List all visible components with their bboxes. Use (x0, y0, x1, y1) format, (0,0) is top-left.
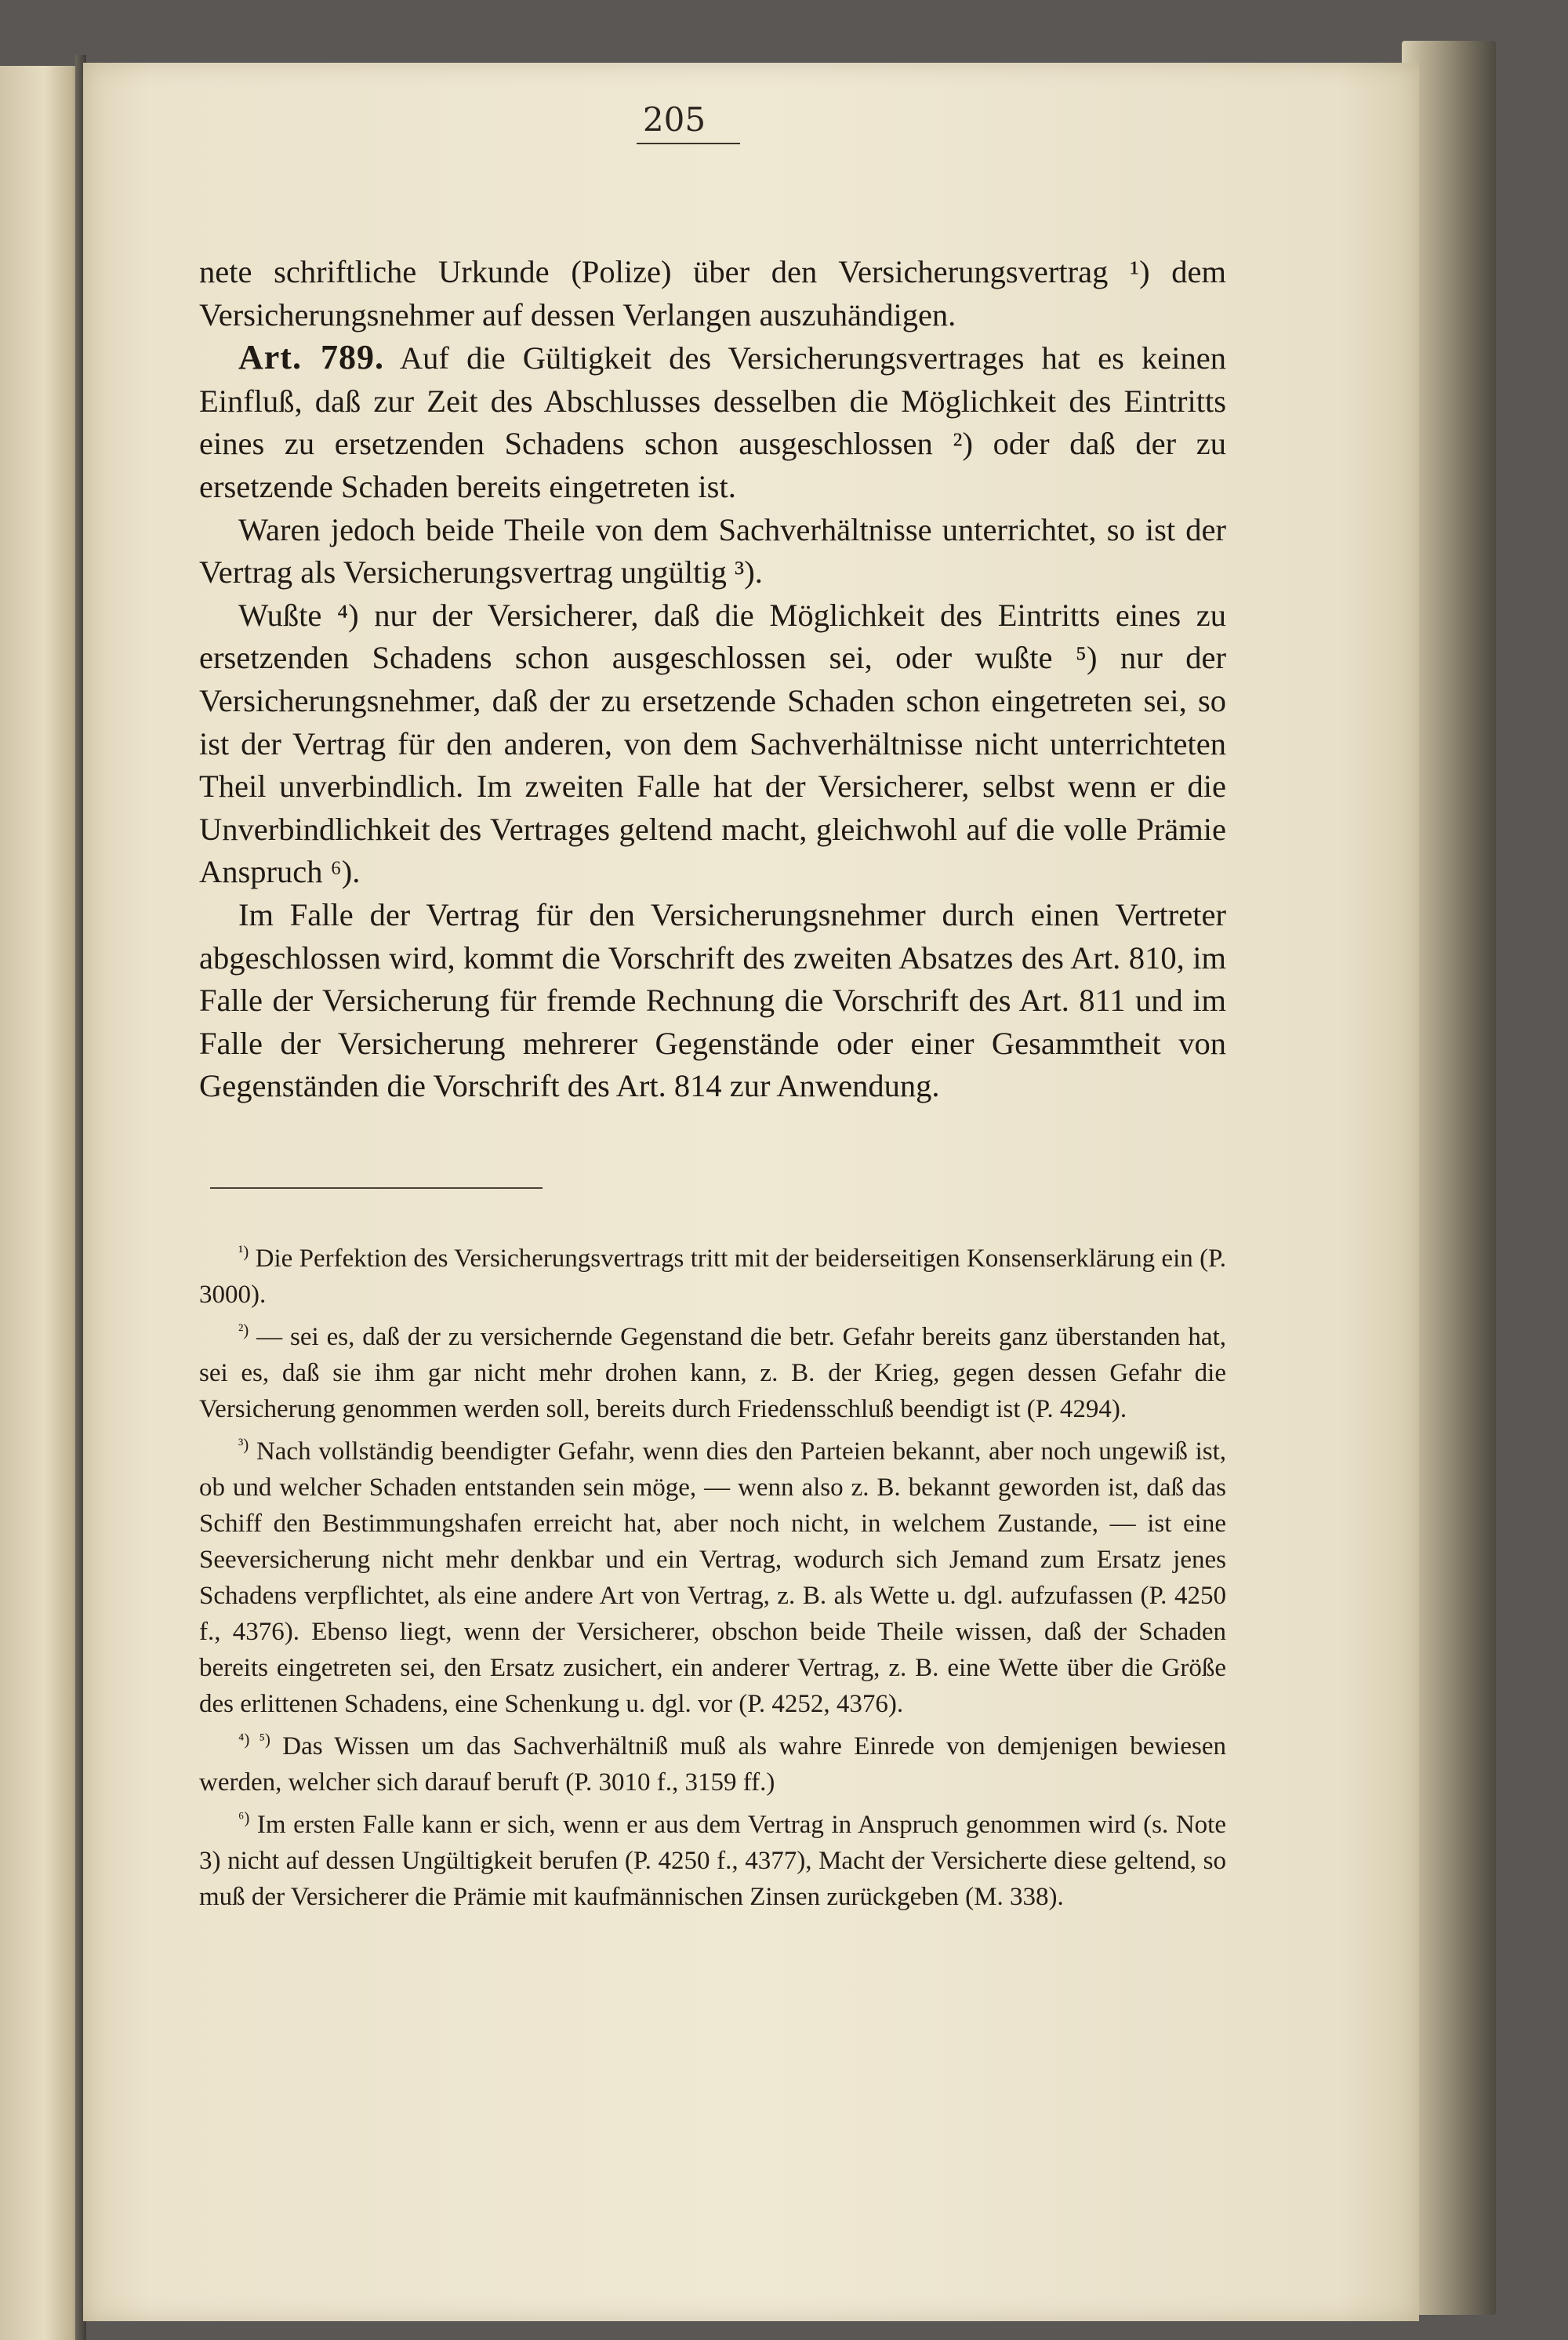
footnote (199, 1241, 1226, 1313)
article-paragraph (199, 336, 1226, 508)
footnote-text: Im ersten Falle kann er sich, wenn er aus dem Vertrag in Anspruch genommen wird (s. Note 3) nicht auf dessen Ungültigkeit berufen (P. 4250 f., 4377), Macht der Versicherte diese geltend, so muß der Versicherer die Prämie mit kaufmännischen Zinsen zurückgeben (M. 338). (199, 1811, 1226, 1911)
footnote-text: — sei es, daß der zu versichernde Gegenstand die betr. Gefahr bereits ganz überstanden hat, sei es, daß sie ihm gar nicht mehr drohen kann, z. B. der Krieg, gegen dessen Gefahr die Versicherung genommen werden soll, bereits durch Friedensschluß beendigt ist (P. 4294). (199, 1323, 1226, 1423)
footnote-mark: ⁴) ⁵) (238, 1730, 270, 1749)
paragraph: Wußte ⁴) nur der Versicherer, daß die Möglichkeit des Eintritts eines zu ersetzenden Schadens schon ausgeschlossen sei, oder wußte ⁵) nur der Versicherungsnehmer, daß der zu ersetzende Schaden schon eingetreten sei, so ist der Vertrag für den anderen, von dem Sachverhältnisse nicht unterrichteten Theil unverbindlich. Im zweiten Falle hat der Versicherer, selbst wenn er die Unverbindlichkeit des Vertrages geltend macht, gleichwohl auf die volle Prämie Anspruch ⁶). (199, 597, 1226, 890)
article-heading: Art. 789. (238, 338, 384, 377)
footnote-text: Die Perfektion des Versicherungsvertrags tritt mit der beiderseitigen Konsenserklärung ein (P. 3000). (199, 1244, 1227, 1309)
footnote (199, 1807, 1226, 1915)
facing-page-edge (0, 66, 82, 2340)
paragraph: Im Falle der Vertrag für den Versicherungsnehmer durch einen Vertreter abgeschlossen wird, kommt die Vorschrift des zweiten Absatzes des Art. 810, im Falle der Versicherung für fremde Rechnung die Vorschrift des Art. 811 und im Falle der Versicherung mehrerer Gegenstände oder einer Gesammtheit von Gegenständen die Vorschrift des Art. 814 zur Anwendung. (199, 896, 1226, 1104)
footnote-text: Nach vollständig beendigter Gefahr, wenn dies den Parteien bekannt, aber noch ungewiß ist, ob und welcher Schaden entstanden sein möge, — wenn also z. B. bekannt geworden ist, daß das Schiff den Bestimmungshafen erreicht hat, aber noch nicht, in welchem Zustande, — ist eine Seeversicherung nicht mehr denkbar und ein Vertrag, wodurch sich Jemand zum Ersatz jenes Schadens verpflichtet, als eine andere Art von Vertrag, z. B. als Wette u. dgl. aufzufassen (P. 4250 f., 4376). Ebenso liegt, wenn der Versicherer, obschon beide Theile wissen, daß der Schaden bereits eingetreten sei, den Ersatz zusichert, ein anderer Vertrag, z. B. eine Wette über die Größe des erlittenen Schadens, eine Schenkung u. dgl. vor (P. 4252, 4376). (199, 1437, 1226, 1718)
article-text: Auf die Gültigkeit des Versicherungsvertrages hat es keinen Einfluß, daß zur Zeit des Abschlusses desselben die Möglichkeit des Eintritts eines zu ersetzenden Schadens schon ausgeschlossen ²) oder daß der zu ersetzende Schaden bereits eingetreten ist. (199, 340, 1226, 504)
footnote (199, 1319, 1226, 1427)
main-text (199, 251, 1226, 1108)
footnotes (199, 1241, 1226, 1921)
footnote-mark: ³) (238, 1435, 249, 1454)
footnote-mark: ⁶) (238, 1808, 250, 1827)
paragraph: Waren jedoch beide Theile von dem Sachverhältnisse unterrichtet, so ist der Vertrag als Versicherungsvertrag ungültig ³). (199, 511, 1226, 590)
footnote-mark: ¹) (238, 1242, 249, 1261)
page-number: 205 (642, 100, 706, 139)
footnote (199, 1433, 1226, 1722)
footnote-text: Das Wissen um das Sachverhältniß muß als wahre Einrede von demjenigen bewiesen werden, welcher sich darauf beruft (P. 3010 f., 3159 ff.) (199, 1732, 1226, 1797)
footnote-mark: ²) (238, 1321, 249, 1339)
footnote-separator (210, 1187, 543, 1189)
paragraph-continuation: nete schriftliche Urkunde (Polize) über den Versicherungsvertrag ¹) dem Versicherungsnehmer auf dessen Verlangen auszuhändigen. (199, 254, 1226, 332)
page-number-rule (637, 143, 740, 144)
footnote (199, 1728, 1226, 1800)
